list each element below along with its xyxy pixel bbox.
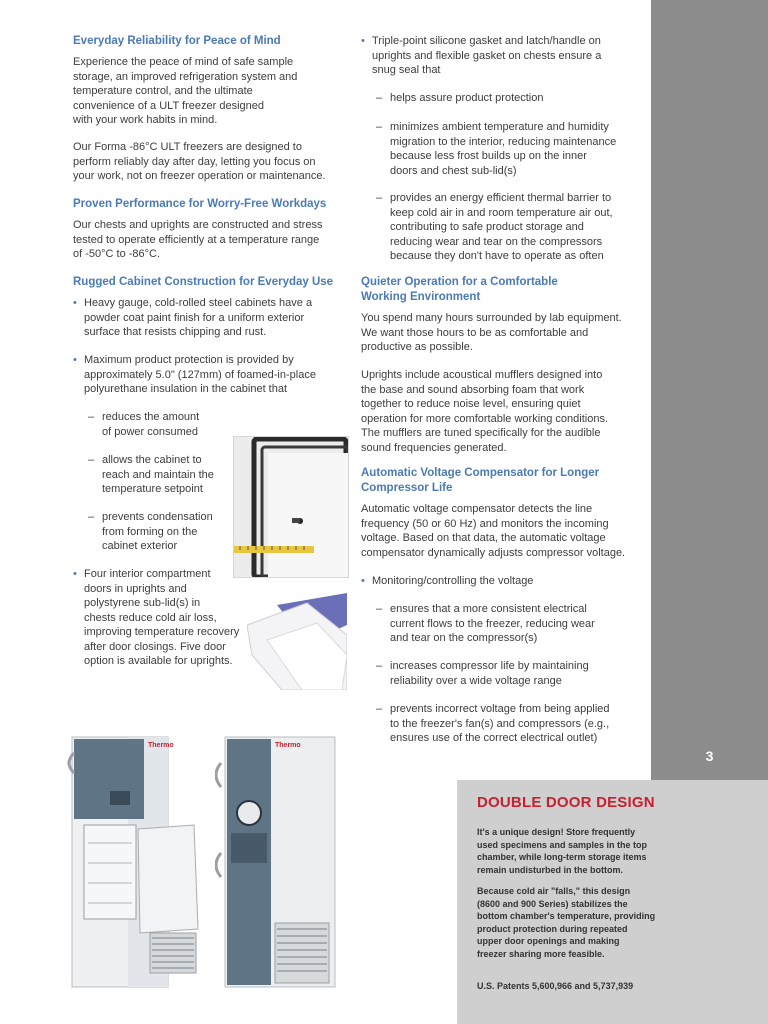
text-line: doors and chest sub-lid(s) <box>390 164 517 177</box>
dash-mark: – <box>376 92 383 104</box>
bullet-steel-cabinets <box>73 296 353 340</box>
text-line: temperature control, and the ultimate <box>73 85 253 97</box>
text-line: reach and maintain the <box>102 468 214 481</box>
paragraph-forma-freezers <box>73 140 353 184</box>
freezer-closed-illustration <box>215 733 345 991</box>
text-line: reliability over a wide voltage range <box>390 674 562 687</box>
text-line: temperature setpoint <box>102 483 203 495</box>
text-line: Automatic Voltage Compensator for Longer <box>361 467 600 479</box>
text-line: prevents incorrect voltage from being applied <box>390 703 610 715</box>
callout-patents: U.S. Patents 5,600,966 and 5,737,939 <box>477 981 634 991</box>
callout-paragraph-unique <box>477 826 667 876</box>
dash-mark: – <box>376 192 383 204</box>
dash-text <box>376 191 646 264</box>
text-line: keep cold air in and room temperature air out, <box>390 206 613 219</box>
text-line: allows the cabinet to <box>102 454 202 466</box>
text-line: Our Forma -86°C ULT freezers are designed to <box>73 141 302 153</box>
text-line: We want those hours to be as comfortable and <box>361 326 589 339</box>
dash-mark: – <box>376 703 383 715</box>
text-line: from forming on the <box>102 525 198 538</box>
text-line: Four interior compartment <box>84 568 211 580</box>
paragraph-chests-uprights <box>73 218 353 262</box>
text-line: approximately 5.0" (127mm) of foamed-in-place <box>84 368 316 381</box>
double-door-callout <box>457 780 768 1024</box>
callout-paragraph-cold-air <box>477 885 667 960</box>
dash-item-condensation <box>88 510 228 554</box>
text-line: Heavy gauge, cold-rolled steel cabinets have a <box>84 297 313 309</box>
bullet-gasket <box>361 34 646 78</box>
text-line: convenience of a ULT freezer designed <box>73 99 264 112</box>
text-line: of -50°C to -86°C. <box>73 248 161 260</box>
text-line: Uprights include acoustical mufflers designed into <box>361 369 603 381</box>
text-line: polyurethane insulation in the cabinet that <box>84 383 288 395</box>
freezer-brand-label: Thermo <box>148 742 174 749</box>
text-line: option is available for uprights. <box>84 655 233 667</box>
callout-title: DOUBLE DOOR DESIGN <box>477 794 655 811</box>
text-line: snug seal that <box>372 64 441 76</box>
gray-sidebar-band <box>651 0 768 780</box>
dash-item-power <box>88 410 228 439</box>
text-line: the base and sound absorbing foam that work <box>361 383 585 396</box>
text-line: (8600 and 900 Series) stabilizes the <box>477 898 628 909</box>
text-line: frequency (50 or 60 Hz) and monitors the incoming <box>361 517 609 530</box>
dash-item-setpoint <box>88 453 228 497</box>
heading-everyday-reliability: Everyday Reliability for Peace of Mind <box>73 35 281 47</box>
text-line: Our chests and uprights are constructed and stress <box>73 219 323 231</box>
dash-text <box>88 510 228 554</box>
dash-text <box>376 702 646 746</box>
dash-item-incorrect-voltage <box>376 702 646 746</box>
dash-item-compressor-life <box>376 659 646 688</box>
text-line: ensures use of the correct electrical outlet) <box>390 732 598 744</box>
text-line: uprights and flexible gasket on chests ensure a <box>372 49 602 62</box>
text-line: powder coat paint finish for a uniform exterior <box>84 311 305 324</box>
dash-mark: – <box>88 454 95 466</box>
dash-text <box>88 453 228 497</box>
bullet-dot: • <box>73 297 77 309</box>
left-column <box>73 34 353 49</box>
text-line: The mufflers are tuned specifically for the audible <box>361 427 601 439</box>
freezer-open-illustration <box>62 733 210 991</box>
text-line: Triple-point silicone gasket and latch/handle on <box>372 35 601 47</box>
text-line: voltage. Based on that data, the automatic voltage <box>361 532 606 544</box>
text-line: of power consumed <box>102 425 198 438</box>
text-line: operation for more comfortable working conditions. <box>361 412 609 425</box>
freezer-brand-label-2: Thermo <box>275 742 301 749</box>
text-line: Working Environment <box>361 290 481 303</box>
text-line: improving temperature recovery <box>84 626 240 638</box>
text-line: bottom chamber's temperature, providing <box>477 911 656 921</box>
text-line: productive as possible. <box>361 341 473 353</box>
text-line: reduces the amount <box>102 411 200 423</box>
bullet-text <box>73 567 253 669</box>
text-line: Quieter Operation for a Comfortable <box>361 276 558 288</box>
heading-quieter-operation <box>361 275 646 304</box>
text-line: Because cold air "falls," this design <box>477 886 631 896</box>
text-line: Maximum product protection is provided by <box>84 354 294 366</box>
dash-text <box>88 410 228 439</box>
text-line: and tear on the compressor(s) <box>390 632 538 644</box>
text-line: compensator dynamically adjusts compressor voltage. <box>361 546 626 559</box>
text-line: contributing to safe product storage and <box>390 221 584 233</box>
text-line: prevents condensation <box>102 511 213 523</box>
dash-text <box>376 91 646 106</box>
text-line: your work, not on freezer operation or maintenance. <box>73 170 326 182</box>
dash-item-current <box>376 602 646 646</box>
heading-proven-performance: Proven Performance for Worry-Free Workdays <box>73 198 327 210</box>
bullet-dot: • <box>361 575 365 587</box>
heading-block-voltage <box>361 466 646 495</box>
heading-rugged-cabinet: Rugged Cabinet Construction for Everyday Use <box>73 276 334 288</box>
text-line: sound frequencies generated. <box>361 441 507 454</box>
bullet-text <box>73 296 353 340</box>
sublid-photo <box>247 585 347 690</box>
heading-block-rugged <box>73 275 353 290</box>
dash-text <box>376 120 646 178</box>
text-line: chests reduce cold air loss, <box>84 611 217 624</box>
text-line: Automatic voltage compensator detects the line <box>361 503 593 515</box>
dash-mark: – <box>88 411 95 423</box>
dash-text <box>376 602 646 646</box>
freezer-photo-closed <box>215 733 345 991</box>
heading-block-proven <box>73 197 353 212</box>
text-line: to the freezer's fan(s) and compressors (e.g., <box>390 717 610 730</box>
dash-item-thermal-barrier <box>376 191 646 264</box>
text-line: upper door openings and making <box>477 936 620 946</box>
text-line: after door closings. Five door <box>84 640 226 653</box>
text-line: because less frost builds up on the inner <box>390 150 587 162</box>
bullet-dot: • <box>73 354 77 366</box>
text-line: surface that resists chipping and rust. <box>84 326 267 338</box>
dash-mark: – <box>376 660 383 672</box>
text-line: together to reduce noise level, ensuring quiet <box>361 398 581 410</box>
bullet-insulation <box>73 353 353 397</box>
bullet-text <box>73 353 353 397</box>
paragraph-mufflers <box>361 368 646 455</box>
bullet-text <box>361 574 646 589</box>
paragraph-peace-of-mind <box>73 55 353 128</box>
text-line: remain undisturbed in the bottom. <box>477 864 623 875</box>
text-line: provides an energy efficient thermal barrier to <box>390 192 612 204</box>
bullet-text <box>361 34 646 78</box>
text-line: cabinet exterior <box>102 540 178 552</box>
text-line: perform reliably day after day, letting you focus on <box>73 155 316 168</box>
dash-mark: – <box>376 121 383 133</box>
bullet-dot: • <box>73 568 77 580</box>
text-line: Monitoring/controlling the voltage <box>372 575 534 587</box>
gasket-illustration <box>234 437 348 577</box>
bullet-dot: • <box>361 35 365 47</box>
text-line: because they don't have to operate as often <box>390 250 604 262</box>
text-line: freezer sharing more feasible. <box>477 948 605 959</box>
text-line: with your work habits in mind. <box>73 114 218 126</box>
text-line: product protection during repeated <box>477 923 628 934</box>
bullet-compartment-doors <box>73 567 253 669</box>
page-number: 3 <box>705 748 714 764</box>
text-line: helps assure product protection <box>390 92 544 104</box>
text-line: reducing wear and tear on the compressors <box>390 235 603 248</box>
text-line: It's a unique design! Store frequently <box>477 827 636 837</box>
text-line: storage, an improved refrigeration system and <box>73 70 298 83</box>
text-line: tested to operate efficiently at a temperature range <box>73 233 320 246</box>
text-line: doors in uprights and <box>84 582 187 595</box>
sublid-illustration <box>247 585 347 690</box>
text-line: current flows to the freezer, reducing wear <box>390 617 595 630</box>
paragraph-lab-equipment <box>361 311 646 355</box>
text-line: chamber, while long-term storage items <box>477 852 647 862</box>
dash-text <box>376 659 646 688</box>
bullet-monitoring-voltage <box>361 574 646 589</box>
paragraph-voltage-detect <box>361 502 646 560</box>
text-line: Experience the peace of mind of safe sample <box>73 56 294 68</box>
text-line: used specimens and samples in the top <box>477 839 648 850</box>
heading-voltage-compensator <box>361 466 646 495</box>
text-line: migration to the interior, reducing maintenance <box>390 135 617 148</box>
text-line: increases compressor life by maintaining <box>390 660 589 672</box>
heading-block-quieter <box>361 275 646 304</box>
dash-mark: – <box>376 603 383 615</box>
freezer-photo-open <box>62 733 210 991</box>
gasket-photo <box>233 436 349 578</box>
text-line: You spend many hours surrounded by lab equipment. <box>361 312 622 324</box>
dash-mark: – <box>88 511 95 523</box>
text-line: Compressor Life <box>361 481 453 494</box>
text-line: ensures that a more consistent electrical <box>390 603 587 615</box>
dash-item-protection <box>376 91 646 106</box>
text-line: minimizes ambient temperature and humidity <box>390 121 609 133</box>
dash-item-humidity <box>376 120 646 178</box>
text-line: polystyrene sub-lid(s) in <box>84 597 201 609</box>
